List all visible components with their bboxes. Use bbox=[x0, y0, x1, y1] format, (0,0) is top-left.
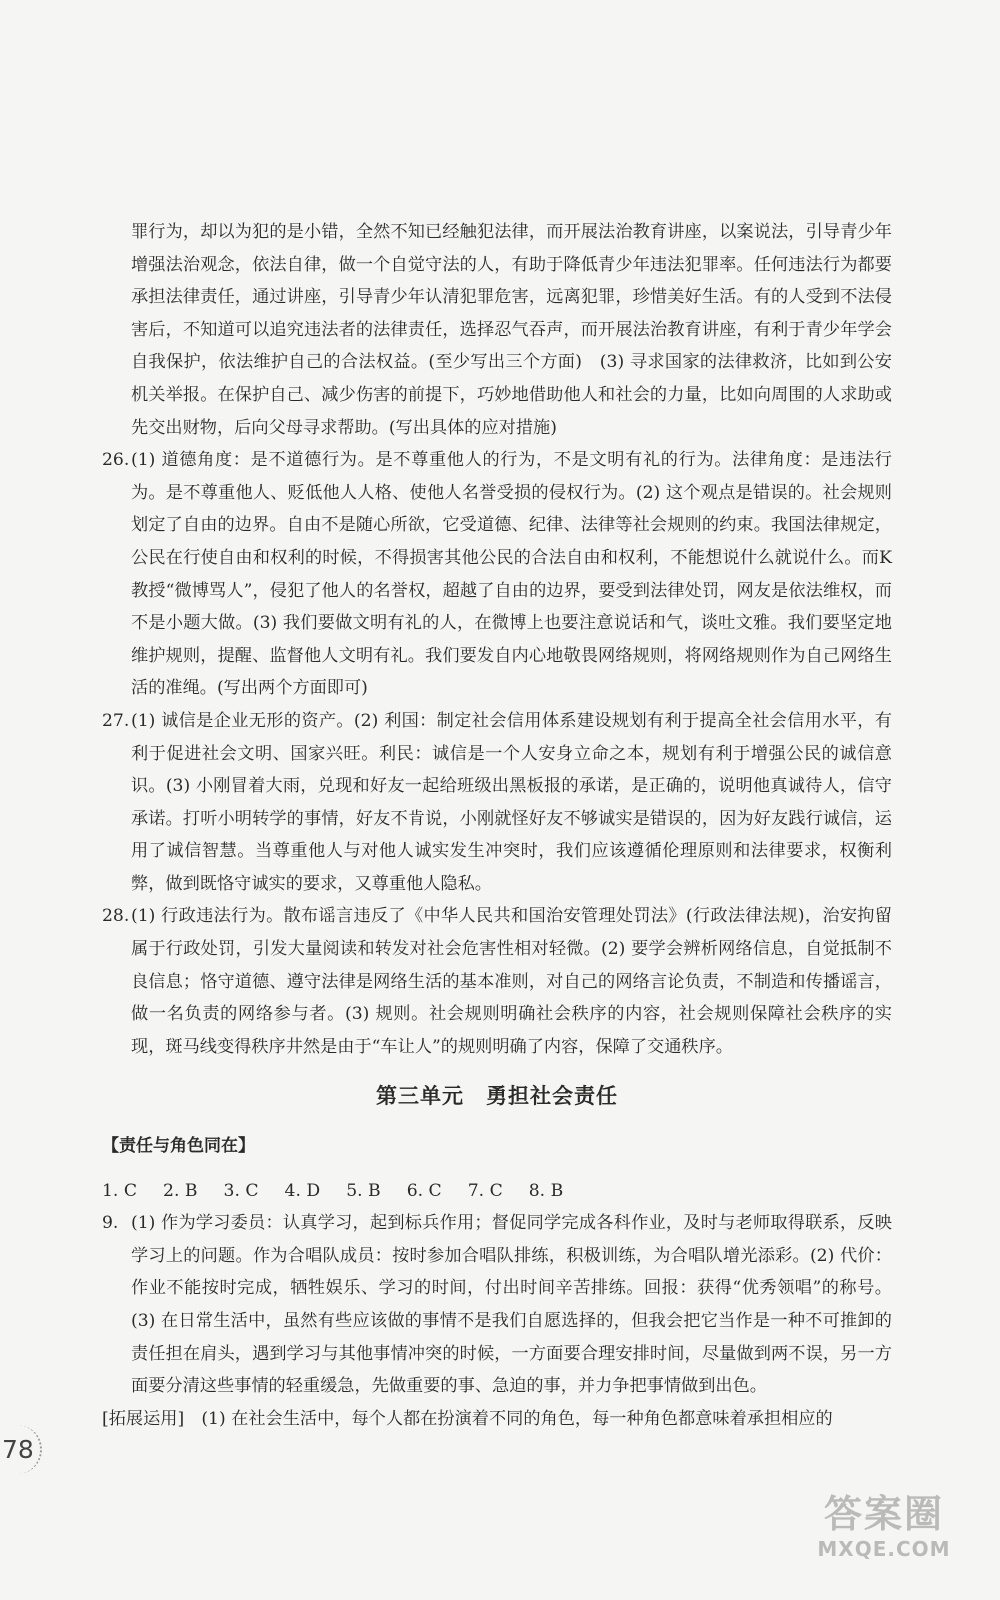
choice-answer: 1. C bbox=[102, 1180, 138, 1201]
watermark bbox=[784, 1492, 984, 1572]
multiple-choice-answers bbox=[102, 1175, 892, 1208]
continuation-paragraph: 罪行为，却以为犯的是小错，全然不知已经触犯法律，而开展法治教育讲座，以案说法，引导青少年增强法治观念，依法自律，做一个自觉守法的人，有助于降低青少年违法犯罪率。任何违法行为都要承担法律责任，通过讲座，引导青少年认清犯罪危害，远离犯罪，珍惜美好生活。有的人受到不法侵害后，不知道可以追究违法者的法律责任，选择忍气吞声，而开展法治教育讲座，有利于青少年学会自我保护，依法维护自己的合法权益。(至少写出三个方面) (3) 寻求国家的法律救济，比如到公安机关举报。在保护自己、减少伤害的前提下，巧妙地借助他人和社会的力量，比如向周围的人求助或先交出财物，后向父母寻求帮助。(写出具体的应对措施) bbox=[131, 222, 892, 438]
section-heading: 【责任与角色同在】 bbox=[102, 1136, 255, 1157]
answer-number: 28. bbox=[102, 906, 130, 927]
choice-answer: 7. C bbox=[467, 1180, 503, 1201]
answer-number: 27. bbox=[102, 710, 130, 731]
answer-text: (1) 行政违法行为。散布谣言违反了《中华人民共和国治安管理处罚法》(行政法律法规)，治安拘留属于行政处罚，引发大量阅读和转发对社会危害性相对轻微。(2) 要学会辨析网络信息，自觉抵制不良信息；恪守道德、遵守法律是网络生活的基本准则，对自己的网络言论负责，不制造和传播谣言，做一名负责的网络参与者。(3) 规则。社会规则明确社会秩序的内容，社会规则保障社会秩序的实现，斑马线变得秩序井然是由于“车让人”的规则明确了内容，保障了交通秩序。 bbox=[131, 906, 892, 1057]
unit-title: 第三单元 勇担社会责任 bbox=[376, 1084, 618, 1109]
page-number: 78 bbox=[0, 1425, 42, 1474]
answer-text: (1) 道德角度：是不道德行为。是不尊重他人的行为，不是文明有礼的行为。法律角度：是违法行为。是不尊重他人、贬低他人人格、使他人名誉受损的侵权行为。(2) 这个观点是错误的。社会规则划定了自由的边界。自由不是随心所欲，它受道德、纪律、法律等社会规则的约束。我国法律规定，公民在行使自由和权利的时候，不得损害其他公民的合法自由和权利，不能想说什么就说什么。而K教授“微博骂人”，侵犯了他人的名誉权，超越了自由的边界，要受到法律处罚，网友是依法维权，而不是小题大做。(3) 我们要做文明有礼的人，在微博上也要注意说话和气，谈吐文雅。我们要坚定地维护规则，提醒、监督他人文明有礼。我们要发自内心地敬畏网络规则，将网络规则作为自己网络生活的准绳。(写出两个方面即可) bbox=[131, 450, 892, 699]
answer-text: (1) 作为学习委员：认真学习，起到标兵作用；督促同学完成各科作业，及时与老师取得联系，反映学习上的问题。作为合唱队成员：按时参加合唱队排练，积极训练，为合唱队增光添彩。(2) 代价：作业不能按时完成，牺牲娱乐、学习的时间，付出时间辛苦排练。回报：获得“优秀领唱”的称号。(3) 在日常生活中，虽然有些应该做的事情不是我们自愿选择的，但我会把它当作是一种不可推卸的责任担在肩头，遇到学习与其他事情冲突的时候，一方面要合理安排时间，尽量做到两不误，另一方面要分清这些事情的轻重缓急，先做重要的事、急迫的事，并力争把事情做到出色。 bbox=[131, 1213, 892, 1397]
answer-content bbox=[102, 216, 892, 1435]
answer-item-28 bbox=[102, 900, 892, 1063]
answer-item-9 bbox=[102, 1207, 892, 1403]
choice-answer: 6. C bbox=[406, 1180, 442, 1201]
watermark-logo: 答案圈 bbox=[823, 1492, 944, 1536]
answer-item-27 bbox=[102, 705, 892, 901]
answer-number: 26. bbox=[102, 450, 130, 471]
choice-answer: 8. B bbox=[528, 1180, 564, 1201]
watermark-site: MXQE.COM bbox=[817, 1537, 951, 1561]
answer-item-26 bbox=[102, 444, 892, 705]
answer-text: (1) 诚信是企业无形的资产。(2) 利国：制定社会信用体系建设规划有利于提高全社会信用水平，有利于促进社会文明、国家兴旺。利民：诚信是一个人安身立命之本，规划有利于增强公民的诚信意识。(3) 小刚冒着大雨，兑现和好友一起给班级出黑板报的承诺，是正确的，说明他真诚待人，信守承诺。打听小明转学的事情，好友不肯说，小刚就怪好友不够诚实是错误的，因为好友践行诚信，运用了诚信智慧。当尊重他人与对他人诚实发生冲突时，我们应该遵循伦理原则和法律要求，权衡利弊，做到既恪守诚实的要求，又尊重他人隐私。 bbox=[131, 710, 892, 894]
choice-answer: 5. B bbox=[346, 1180, 381, 1201]
answer-number: 9. bbox=[102, 1213, 119, 1234]
choice-answer: 2. B bbox=[163, 1180, 198, 1201]
choice-answer: 3. C bbox=[223, 1180, 259, 1201]
extension-paragraph: [拓展运用] (1) 在社会生活中，每个人都在扮演着不同的角色，每一种角色都意味着承担相应的 bbox=[102, 1408, 833, 1429]
choice-answer: 4. D bbox=[284, 1180, 321, 1201]
